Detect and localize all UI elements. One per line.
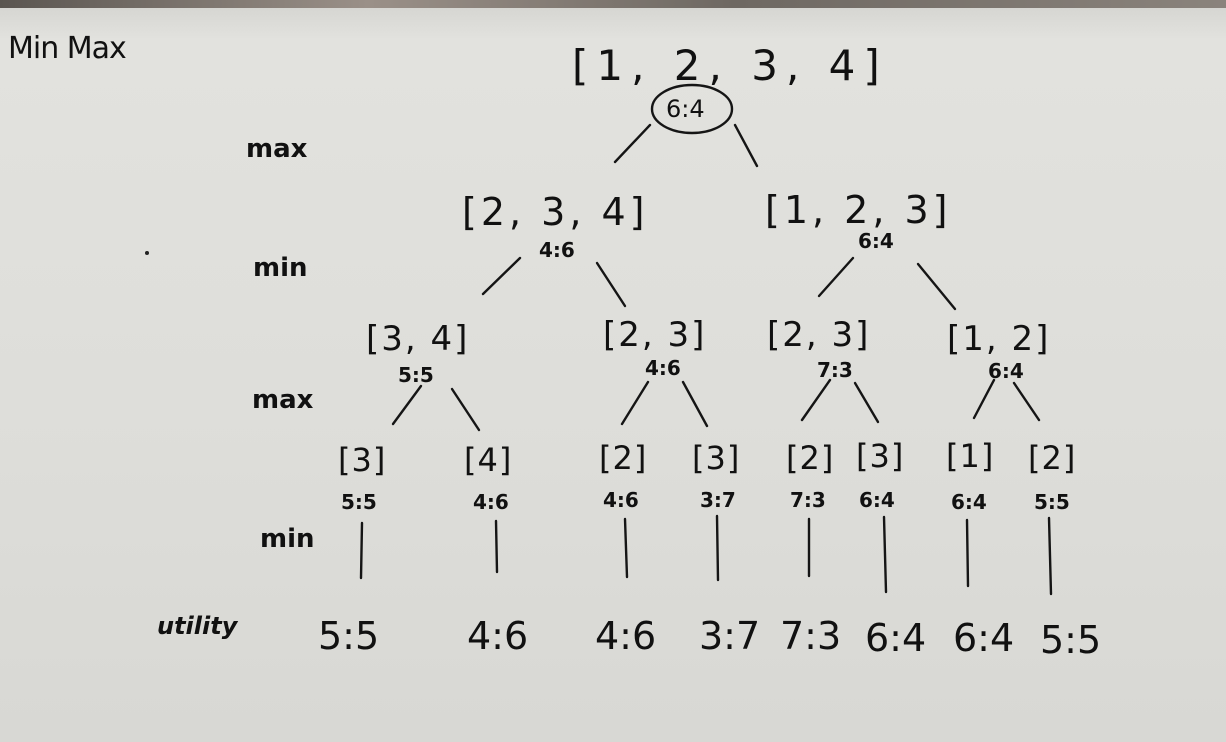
root-state: [1, 2, 3, 4] [572, 41, 888, 90]
leaf-value: 3:7 [700, 488, 736, 512]
leaf-value: 4:6 [473, 490, 509, 514]
leaf-state: [3] [692, 439, 741, 477]
edge-root-right [735, 125, 757, 166]
node-value: 7:3 [817, 358, 853, 382]
leaf-value: 5:5 [341, 490, 377, 514]
utility-value: 7:3 [780, 614, 842, 658]
leaf-state: [3] [338, 441, 387, 479]
leaf-state: [4] [464, 441, 513, 479]
utility-value: 6:4 [865, 616, 927, 660]
utility-value: 5:5 [1040, 618, 1102, 662]
node-state: [2, 3, 4] [462, 190, 649, 234]
leaf-state: [2] [786, 439, 835, 477]
edge-l2c-l3f [855, 383, 878, 422]
edge-l1b-l2c [819, 258, 853, 296]
edge-l3h-util [1049, 518, 1051, 594]
edge-l2d-l3g [974, 380, 994, 418]
edge-l2c-l3e [802, 380, 830, 420]
node-value: 4:6 [539, 238, 575, 262]
utility-value: 4:6 [467, 614, 529, 658]
node-state: [3, 4] [366, 319, 470, 359]
leaf-state: [2] [1028, 439, 1077, 477]
level-label-min-mid: min [253, 253, 308, 283]
root-value: 6:4 [666, 95, 705, 123]
leaf-state: [2] [599, 439, 648, 477]
edge-l1a-l2a [483, 258, 520, 294]
node-state: [2, 3] [603, 315, 707, 355]
page-title: Min Max [8, 31, 126, 66]
level-label-min-bottom: min [260, 524, 315, 554]
node-value: 5:5 [398, 363, 434, 387]
utility-value: 4:6 [595, 614, 657, 658]
edge-l3d-util [717, 516, 718, 580]
leaf-value: 4:6 [603, 488, 639, 512]
leaf-value: 5:5 [1034, 490, 1070, 514]
edge-l3g-util [967, 520, 968, 586]
level-label-max-low: max [252, 385, 314, 415]
edge-l3c-util [625, 519, 627, 577]
node-state: [2, 3] [767, 315, 871, 355]
level-label-max-top: max [246, 134, 308, 164]
utility-value: 6:4 [953, 616, 1015, 660]
utility-value: 5:5 [318, 614, 380, 658]
edge-root-left [615, 125, 650, 162]
leaf-value: 7:3 [790, 488, 826, 512]
node-value: 4:6 [645, 356, 681, 380]
edge-l3a-util [361, 523, 362, 578]
node-value: 6:4 [988, 359, 1024, 383]
edge-l2d-l3h [1014, 383, 1039, 420]
stray-dot [145, 251, 149, 255]
edge-l2a-l3a [393, 386, 421, 424]
edge-l3f-util [884, 517, 886, 592]
leaf-value: 6:4 [951, 490, 987, 514]
edge-l3b-util [496, 521, 497, 572]
utility-value: 3:7 [699, 614, 761, 658]
edge-l2b-l3d [683, 382, 707, 426]
node-state: [1, 2] [947, 319, 1051, 359]
level-label-utility: utility [157, 612, 238, 640]
edge-l2b-l3c [622, 382, 648, 424]
edge-l1b-l2d [918, 264, 955, 309]
leaf-state: [1] [946, 437, 995, 475]
edge-l1a-l2b [597, 263, 625, 306]
node-state: [1, 2, 3] [765, 188, 952, 232]
leaf-state: [3] [856, 437, 905, 475]
leaf-value: 6:4 [859, 488, 895, 512]
node-value: 6:4 [858, 229, 894, 253]
edge-l2a-l3b [452, 389, 479, 430]
